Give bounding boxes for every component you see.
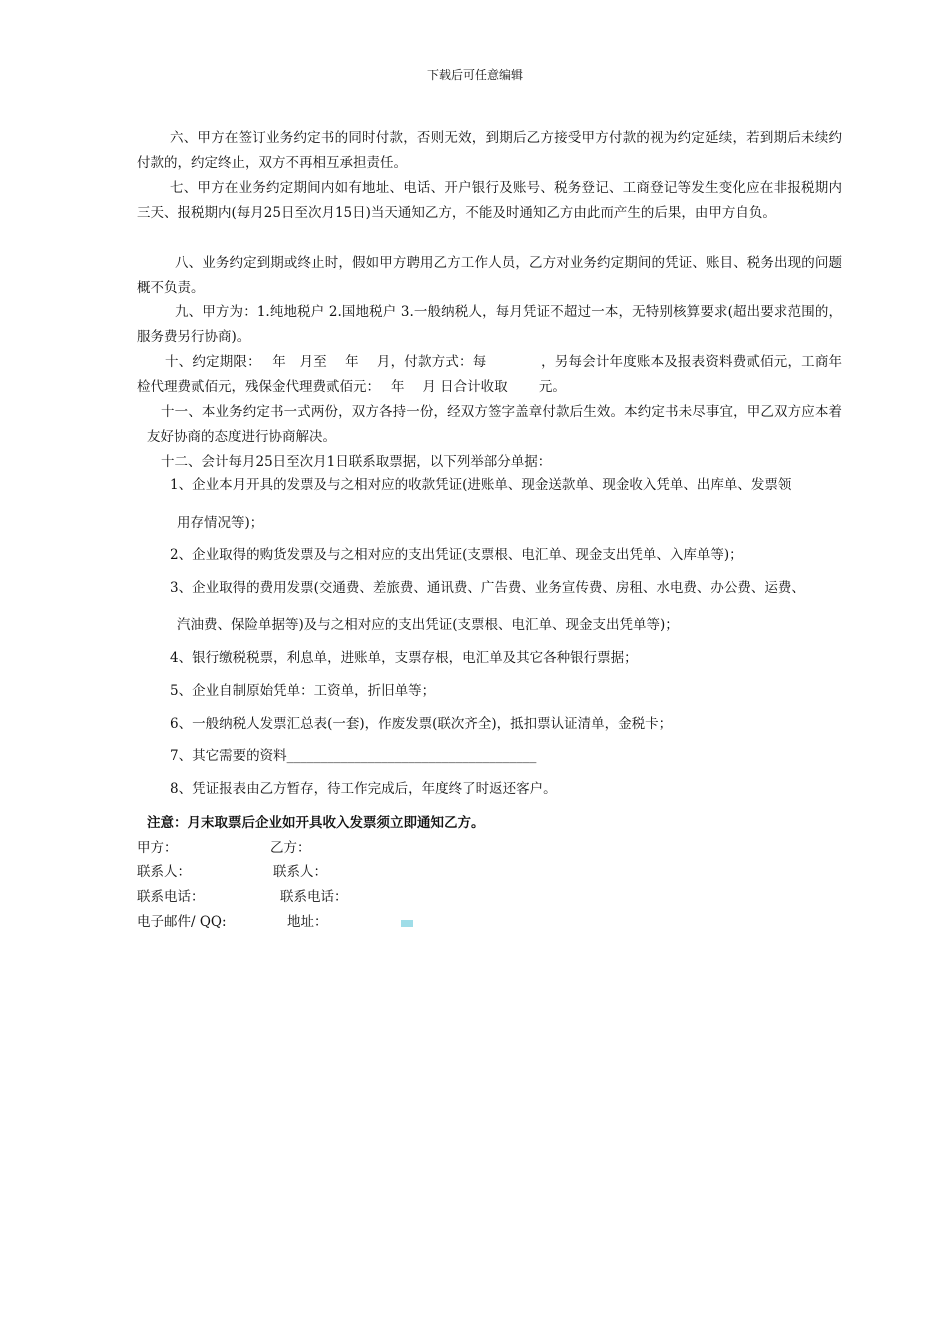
item-4: 4、银行缴税税票，利息单，进账单，支票存根，电汇单及其它各种银行票据； <box>170 650 638 666</box>
phone-b-label: 联系电话： <box>280 889 348 905</box>
party-a-label: 甲方： <box>137 840 178 856</box>
clause-11: 十一、本业务约定书一式两份，双方各持一份，经双方签字盖章付款后生效。本约定书未尽事宜，甲乙双方应本着友好协商的态度进行协商解决。 <box>147 404 842 445</box>
clause-8: 八、业务约定到期或终止时，假如甲方聘用乙方工作人员，乙方对业务约定期间的凭证、账目、税务出现的问题概不负责。 <box>137 255 842 296</box>
item-8: 8、凭证报表由乙方暂存，待工作完成后，年度终了时返还客户。 <box>170 781 557 797</box>
phone-a-label: 联系电话： <box>137 889 205 905</box>
page-header: 下载后可任意编辑 <box>426 68 523 82</box>
clause-12: 十二、会计每月25日至次月1日联系取票据，以下列举部分单据： <box>161 454 552 470</box>
item-6: 6、一般纳税人发票汇总表(一套)，作废发票(联次齐全)，抵扣票认证清单，金税卡； <box>170 716 673 732</box>
item-1-line-1: 1、企业本月开具的发票及与之相对应的收款凭证(进账单、现金送款单、现金收入凭单、出库单、发票领 <box>170 477 792 493</box>
party-b-label: 乙方： <box>270 840 311 856</box>
item-3-line-1: 3、企业取得的费用发票(交通费、差旅费、通讯费、广告费、业务宣传费、房租、水电费、办公费、运费、 <box>170 580 805 596</box>
clause-10: 十、约定期限： 年 月至 年 月，付款方式：每 ，另每会计年度账本及报表资料费贰佰元，工商年检代理费贰佰元，残保金代理费贰佰元： 年 月 日合计收取 元。 <box>137 354 842 395</box>
item-2: 2、企业取得的购货发票及与之相对应的支出凭证(支票根、电汇单、现金支出凭单、入库单等)； <box>170 547 743 563</box>
email-a-label: 电子邮件/ QQ: <box>137 914 227 930</box>
address-b-label: 地址： <box>287 914 328 930</box>
item-5: 5、企业自制原始凭单：工资单，折旧单等； <box>170 683 436 699</box>
contact-a-label: 联系人： <box>137 864 191 880</box>
contact-b-label: 联系人： <box>273 864 327 880</box>
item-1-line-2: 用存情况等)； <box>177 515 264 531</box>
item-7: 7、其它需要的资料_____________________________________ <box>170 748 537 764</box>
clause-9: 九、甲方为：1.纯地税户 2.国地税户 3.一般纳税人，每月凭证不超过一本，无特别核算要求(超出要求范围的，服务费另行协商)。 <box>137 304 842 345</box>
clause-6: 六、甲方在签订业务约定书的同时付款，否则无效，到期后乙方接受甲方付款的视为约定延续，若到期后未续约付款的，约定终止，双方不再相互承担责任。 <box>137 130 842 171</box>
clause-7: 七、甲方在业务约定期间内如有地址、电话、开户银行及账号、税务登记、工商登记等发生变化应在非报税期内三天、报税期内(每月25日至次月15日)当天通知乙方，不能及时通知乙方由此而产生的后果，由甲方自负。 <box>137 180 842 221</box>
note: 注意：月末取票后企业如开具收入发票须立即通知乙方。 <box>147 815 485 831</box>
item-3-line-2: 汽油费、保险单据等)及与之相对应的支出凭证(支票根、电汇单、现金支出凭单等)； <box>177 617 679 633</box>
highlight-mark <box>401 920 413 927</box>
